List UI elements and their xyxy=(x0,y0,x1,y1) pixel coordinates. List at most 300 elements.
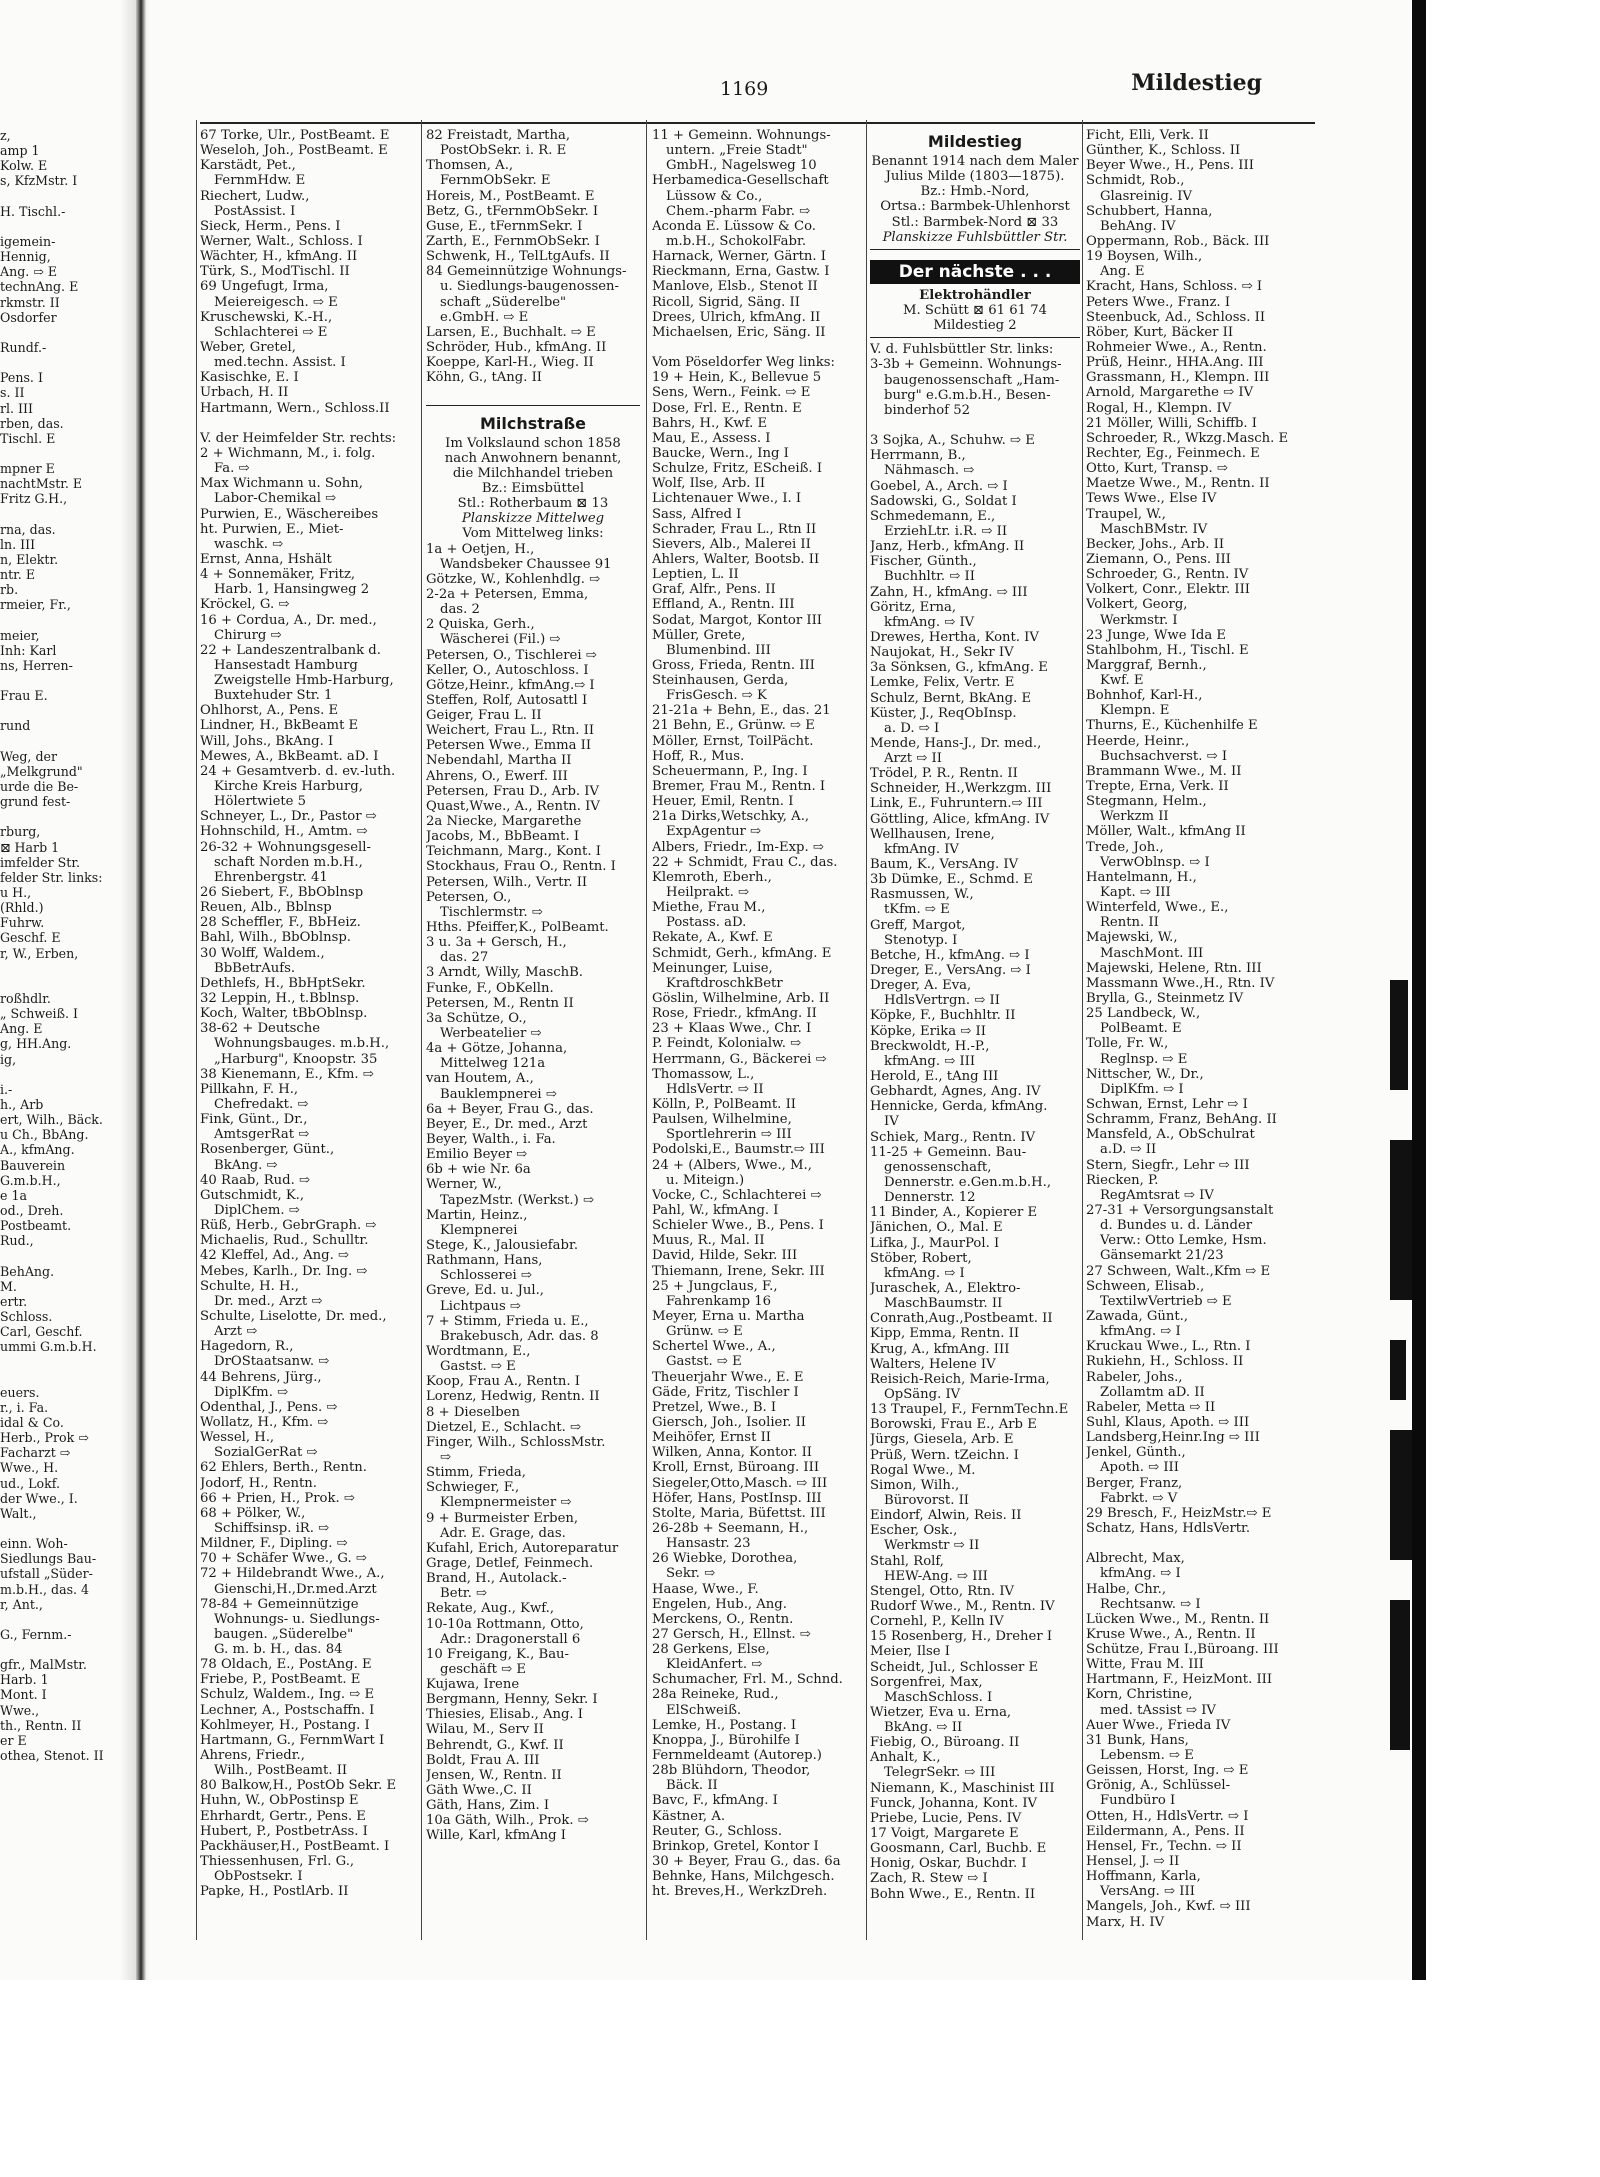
directory-line xyxy=(0,507,134,522)
directory-line: Schmedemann, E., xyxy=(870,508,996,524)
directory-line: Köpke, F., Buchhltr. II xyxy=(870,1008,1016,1024)
directory-line: rb. xyxy=(0,582,19,598)
directory-line: Hths. Pfeiffer,K., PolBeamt. xyxy=(426,920,609,936)
directory-line: Petersen Wwe., Emma II xyxy=(426,738,592,754)
directory-line: Purwien, E., Wäschereibes xyxy=(200,506,379,522)
directory-line: Meihöfer, Ernst II xyxy=(652,1430,771,1446)
directory-line: VerwOblnsp. ⇨ I xyxy=(1100,854,1210,870)
directory-line: Götze,Heinr., kfmAng.⇨ I xyxy=(426,677,595,693)
directory-line: Schumacher, Frl. M., Schnd. xyxy=(652,1672,843,1688)
directory-line: Priebe, Lucie, Pens. IV xyxy=(870,1810,1022,1826)
directory-line: ⇨ xyxy=(440,1449,452,1465)
directory-line: Hennig, xyxy=(0,249,51,265)
column-3 xyxy=(652,128,862,1899)
directory-line: Pillkahn, F. H., xyxy=(200,1081,299,1097)
directory-line: Brakebusch, Adr. das. 8 xyxy=(440,1328,599,1344)
directory-line: Stenotyp. I xyxy=(884,932,958,948)
directory-line: kfmAng. ⇨ I xyxy=(1100,1566,1181,1582)
directory-line: rkmstr. II xyxy=(0,294,60,310)
directory-line: Grage, Detlef, Feinmech. xyxy=(426,1555,594,1571)
directory-line: KleidAnfert. ⇨ xyxy=(666,1657,763,1673)
directory-line: Klemroth, Eberh., xyxy=(652,869,772,885)
directory-line: Urbach, H. II xyxy=(200,385,289,401)
street-info-line: Bz.: Hmb.-Nord, xyxy=(920,184,1030,200)
section-rule xyxy=(426,405,640,410)
directory-line: GmbH., Nagelsweg 10 xyxy=(666,158,817,174)
directory-line: Merckens, O., Rentn. xyxy=(652,1611,794,1627)
directory-line: Koeppe, Karl-H., Wieg. II xyxy=(426,355,594,371)
book-gutter xyxy=(136,0,146,1980)
directory-line: Lechner, A., Postschaffn. I xyxy=(200,1702,375,1718)
directory-line: Stockhaus, Frau O., Rentn. I xyxy=(426,859,616,875)
directory-line: ElSchweiß. xyxy=(666,1702,742,1718)
directory-line: 26 Wiebke, Dorothea, xyxy=(652,1551,798,1567)
directory-line: 19 + Hein, K., Bellevue 5 xyxy=(652,370,822,386)
directory-line: Arzt ⇨ xyxy=(214,1324,258,1340)
directory-line: Schulze, Fritz, EScheiß. I xyxy=(652,461,823,477)
directory-line: Janz, Herb., kfmAng. II xyxy=(870,539,1025,555)
directory-line: Grünw. ⇨ E xyxy=(666,1324,743,1340)
directory-line: Nebendahl, Martha II xyxy=(426,753,572,769)
directory-line: gfr., MalMstr. xyxy=(0,1657,87,1673)
directory-line xyxy=(870,418,1080,433)
directory-line: Fuhrw. xyxy=(0,915,45,931)
directory-line: e.GmbH. ⇨ E xyxy=(440,309,529,325)
directory-line: Thiesies, Elisab., Ang. I xyxy=(426,1707,584,1723)
directory-line: Max Wichmann u. Sohn, xyxy=(200,476,363,492)
directory-line xyxy=(0,703,134,718)
directory-line: DiplChem. ⇨ xyxy=(214,1202,300,1218)
directory-line: g, HH.Ang. xyxy=(0,1036,72,1052)
directory-line: 15 Rosenberg, H., Dreher I xyxy=(870,1629,1053,1645)
directory-line: Dethlefs, H., BbHptSekr. xyxy=(200,975,366,991)
directory-line: MaschBMstr. IV xyxy=(1100,521,1208,537)
directory-line: Adr.: Dragonerstall 6 xyxy=(440,1631,581,1647)
directory-line: Lebensm. ⇨ E xyxy=(1100,1748,1194,1764)
directory-line: Herbamedica-Gesellschaft xyxy=(652,173,829,189)
directory-line: 2 Quiska, Gerh., xyxy=(426,617,535,633)
directory-line: HdlsVertrgn. ⇨ II xyxy=(884,993,1000,1009)
directory-line: Reisich-Reich, Marie-Irma, xyxy=(870,1371,1050,1387)
directory-line: Kruschewski, K.-H., xyxy=(200,309,333,325)
directory-line: 4 + Sonnemäker, Fritz, xyxy=(200,567,356,583)
directory-line: geschäft ⇨ E xyxy=(440,1661,526,1677)
directory-line: 3 u. 3a + Gersch, H., xyxy=(426,935,567,951)
directory-line: Michaelis, Rud., Schulltr. xyxy=(200,1233,369,1249)
directory-line: Borowski, Frau E., Arb E xyxy=(870,1417,1037,1433)
directory-line: d. Bundes u. d. Länder xyxy=(1100,1218,1253,1234)
directory-line: a.D. ⇨ II xyxy=(1100,1142,1157,1158)
directory-line: Mende, Hans-J., Dr. med., xyxy=(870,735,1042,751)
directory-line: 84 Gemeinnützige Wohnungs- xyxy=(426,264,627,280)
directory-line: Tischl. E xyxy=(0,430,56,446)
directory-line: Stimm, Frieda, xyxy=(426,1465,526,1481)
directory-line: Rud., xyxy=(0,1233,34,1249)
directory-line: Theuerjahr Wwe., E. E xyxy=(652,1369,804,1385)
directory-line: Halbe, Chr., xyxy=(1086,1581,1167,1597)
directory-line: Hennicke, Gerda, kfmAng. xyxy=(870,1099,1048,1115)
directory-line: Fritz G.H., xyxy=(0,491,68,507)
directory-line: Küster, J., ReqObInsp. xyxy=(870,705,1017,721)
directory-line: Rechtsanw. ⇨ I xyxy=(1100,1596,1201,1612)
directory-line: H. Tischl.- xyxy=(0,203,66,219)
directory-line: Majewski, W., xyxy=(1086,930,1178,946)
directory-line: Albrecht, Max, xyxy=(1086,1551,1185,1567)
directory-line: Kästner, A. xyxy=(652,1808,726,1824)
street-info-line: Planskizze Mittelweg xyxy=(461,511,605,527)
directory-line: Rabeler, Metta ⇨ II xyxy=(1086,1399,1216,1415)
directory-line: 21-21a + Behn, E., das. 21 xyxy=(652,703,831,719)
directory-line: Mau, E., Assess. I xyxy=(652,430,771,446)
directory-line: Koch, Walter, tBbOblnsp. xyxy=(200,1006,368,1022)
directory-line: Stolte, Maria, Büfettst. III xyxy=(652,1505,826,1521)
directory-line: Baucke, Wern., Ing I xyxy=(652,445,789,461)
directory-line: schaft „Süderelbe" xyxy=(440,294,567,310)
directory-line: Wolf, Ilse, Arb. II xyxy=(652,476,766,492)
directory-line: Schmidt, Gerh., kfmAng. E xyxy=(652,945,832,961)
directory-line xyxy=(0,219,134,234)
directory-line: th., Rentn. II xyxy=(0,1717,82,1733)
directory-line: Thomassow, L., xyxy=(652,1066,755,1082)
directory-line: Ahrens, O., Ewerf. III xyxy=(426,768,568,784)
directory-line: MaschBaumstr. II xyxy=(884,1296,1003,1312)
directory-line: Herb., Prok ⇨ xyxy=(0,1430,89,1446)
directory-line: Vom Pöseldorfer Weg links: xyxy=(652,355,835,371)
directory-line: Rohmeier Wwe., A., Rentn. xyxy=(1086,339,1267,355)
directory-line: Geiger, Frau L. II xyxy=(426,708,542,724)
directory-line: Gutschmidt, K., xyxy=(200,1187,305,1203)
directory-line: Beyer, Walth., i. Fa. xyxy=(426,1132,556,1147)
directory-line: FrisGesch. ⇨ K xyxy=(666,688,767,704)
directory-line: 44 Behrens, Jürg., xyxy=(200,1369,322,1385)
street-info-line: Stl.: Rotherbaum ⊠ 13 xyxy=(457,496,609,512)
directory-line: Graf, Alfr., Pens. II xyxy=(652,582,776,598)
directory-line: Haase, Wwe., F. xyxy=(652,1581,759,1597)
directory-line: rna, das. xyxy=(0,521,56,537)
directory-line: Harnack, Werner, Gärtn. I xyxy=(652,249,826,265)
directory-line: r, W., Erben, xyxy=(0,945,79,961)
directory-line: Finger, Wilh., SchlossMstr. xyxy=(426,1434,606,1450)
directory-line: Odenthal, J., Pens. ⇨ xyxy=(200,1399,338,1415)
directory-line: Sekr. ⇨ xyxy=(666,1566,716,1582)
directory-line: Winterfeld, Wwe., E., xyxy=(1086,900,1229,916)
directory-line: G.m.b.H., xyxy=(0,1172,61,1188)
directory-line: „Harburg", Knoopstr. 35 xyxy=(214,1051,378,1067)
directory-line: 30 + Beyer, Frau G., das. 6a xyxy=(652,1854,841,1870)
directory-line: Weber, Gretel, xyxy=(200,339,296,355)
directory-line: Krug, A., kfmAng. III xyxy=(870,1341,1010,1357)
directory-line: ntr. E xyxy=(0,567,36,583)
directory-line: Pahl, W., kfmAng. I xyxy=(652,1202,779,1218)
directory-line: a. D. ⇨ I xyxy=(884,720,940,736)
directory-line: Jacobs, M., BbBeamt. I xyxy=(426,829,580,845)
directory-line: OpSäng. IV xyxy=(884,1386,961,1402)
directory-line: Werkzm II xyxy=(1100,809,1169,825)
directory-line: Weg, der xyxy=(0,748,57,764)
directory-line: Greve, Ed. u. Jul., xyxy=(426,1283,544,1299)
directory-line: kfmAng. ⇨ III xyxy=(884,1053,976,1069)
directory-line: mpner E xyxy=(0,461,55,477)
directory-line: 3 Sojka, A., Schuhw. ⇨ E xyxy=(870,433,1035,449)
directory-line: Werkmstr. I xyxy=(1100,612,1178,628)
directory-line: 21 Möller, Willi, Schiffb. I xyxy=(1086,415,1258,431)
directory-line: kfmAng. IV xyxy=(884,841,959,857)
directory-line: ⊠ Harb 1 xyxy=(0,839,60,855)
directory-line: idal & Co. xyxy=(0,1414,64,1430)
directory-line: Rabeler, Johs., xyxy=(1086,1369,1183,1385)
directory-line: Gäth, Hans, Zim. I xyxy=(426,1798,550,1814)
directory-line: Mittelweg 121a xyxy=(440,1056,546,1072)
directory-line: Friebe, P., PostBeamt. E xyxy=(200,1672,361,1688)
directory-line: 26-32 + Wohnungsgesell- xyxy=(200,839,371,855)
directory-line: Ang. E xyxy=(1100,264,1145,280)
directory-line: Geschf. E xyxy=(0,930,61,946)
directory-line: Drewes, Hertha, Kont. IV xyxy=(870,629,1039,645)
directory-line: Hartmann, F., HeizMont. III xyxy=(1086,1672,1273,1688)
directory-line: Schrader, Frau L., Rtn II xyxy=(652,521,817,537)
directory-line: 21 Behn, E., Grünw. ⇨ E xyxy=(652,718,815,734)
column-5 xyxy=(1086,128,1308,1930)
directory-line: Buchsachverst. ⇨ I xyxy=(1100,748,1228,764)
directory-line: BbBetrAufs. xyxy=(214,960,296,976)
directory-line: Bauverein xyxy=(0,1157,66,1173)
directory-line: Verw.: Otto Lemke, Hsm. xyxy=(1100,1233,1267,1249)
directory-line: Ficht, Elli, Verk. II xyxy=(1086,128,1209,143)
directory-line: i.- xyxy=(0,1081,13,1097)
directory-line: 29 Bresch, F., HeizMstr.⇨ E xyxy=(1086,1505,1272,1521)
directory-line: Köhn, G., tAng. II xyxy=(426,370,543,386)
directory-line: Reglnsp. ⇨ E xyxy=(1100,1051,1188,1067)
directory-line: Hansastr. 23 xyxy=(666,1536,751,1552)
directory-line: Grönig, A., Schlüssel- xyxy=(1086,1778,1231,1794)
directory-line: Walters, Helene IV xyxy=(870,1356,996,1372)
directory-line: Rudorf Wwe., M., Rentn. IV xyxy=(870,1598,1055,1614)
directory-line: Arzt ⇨ II xyxy=(884,751,942,767)
directory-line: Kapt. ⇨ III xyxy=(1100,885,1171,901)
directory-line: binderhof 52 xyxy=(884,402,970,418)
directory-line: Steffen, Rolf, Autosattl I xyxy=(426,692,588,708)
street-heading: Mildestieg xyxy=(927,132,1023,151)
directory-line xyxy=(0,355,134,370)
directory-line: A., kfmAng. xyxy=(0,1142,75,1158)
directory-line: Leptien, L. II xyxy=(652,567,739,583)
directory-line: Link, E., Fuhruntern.⇨ III xyxy=(870,796,1043,812)
directory-line: Stahl, Rolf, xyxy=(870,1553,944,1569)
directory-line: Kölln, P., PolBeamt. II xyxy=(652,1097,796,1112)
directory-line: Marx, H. IV xyxy=(1086,1914,1165,1930)
directory-line: Horeis, M., PostBeamt. E xyxy=(426,188,595,204)
directory-line: Oppermann, Rob., Bäck. III xyxy=(1086,233,1270,249)
directory-line: Suhl, Klaus, Apoth. ⇨ III xyxy=(1086,1414,1250,1430)
directory-line: Mebes, Karlh., Dr. Ing. ⇨ xyxy=(200,1263,368,1279)
directory-line: Fiebig, O., Büroang. II xyxy=(870,1735,1020,1751)
directory-line: Buchhltr. ⇨ II xyxy=(884,569,975,585)
directory-line: Zach, R. Stew ⇨ I xyxy=(870,1871,988,1887)
directory-line: PostAssist. I xyxy=(214,203,296,219)
column-divider xyxy=(1082,120,1083,1940)
directory-line: Wille, Karl, kfmAng I xyxy=(426,1828,567,1844)
directory-line: Hubert, P., PostbetrAss. I xyxy=(200,1823,368,1839)
directory-line: Müller, Grete, xyxy=(652,627,746,643)
directory-line: Behrendt, G., Kwf. II xyxy=(426,1737,564,1753)
directory-line: r, Ant., xyxy=(0,1596,43,1612)
directory-line: Lücken Wwe., M., Rentn. II xyxy=(1086,1611,1270,1627)
directory-line: Bohn Wwe., E., Rentn. II xyxy=(870,1886,1036,1902)
directory-line: Marggraf, Bernh., xyxy=(1086,657,1207,673)
directory-line: 28b Blühdorn, Theodor, xyxy=(652,1763,811,1779)
directory-line: 16 + Cordua, A., Dr. med., xyxy=(200,612,377,628)
directory-line: Ang. ⇨ E xyxy=(0,264,58,280)
directory-line xyxy=(0,613,134,628)
directory-line: Juraschek, A., Elektro- xyxy=(870,1280,1021,1296)
directory-line: Trödel, P. R., Rentn. II xyxy=(870,766,1018,782)
directory-line: Schlosserei ⇨ xyxy=(440,1268,532,1284)
page-number: 1169 xyxy=(720,78,769,100)
directory-line: Guse, E., tFernmSekr. I xyxy=(426,218,583,234)
directory-line: 13 Traupel, F., FernmTechn.E xyxy=(870,1402,1069,1418)
directory-line: 30 Wolff, Waldem., xyxy=(200,945,325,961)
directory-line: Schiek, Marg., Rentn. IV xyxy=(870,1129,1036,1145)
directory-line xyxy=(0,809,134,824)
directory-line: 40 Raab, Rud. ⇨ xyxy=(200,1172,311,1188)
directory-line: Thurns, E., Küchenhilfe E xyxy=(1086,718,1258,734)
directory-line: 10a Gäth, Wilh., Prok. ⇨ xyxy=(426,1813,589,1829)
directory-line: Lifka, J., MaurPol. I xyxy=(870,1235,1000,1251)
directory-line: Bremer, Frau M., Rentn. I xyxy=(652,779,826,795)
directory-line: Rose, Friedr., kfmAng. II xyxy=(652,1006,817,1022)
directory-line: Schulte, Liselotte, Dr. med., xyxy=(200,1308,387,1324)
directory-line: Petersen, O., xyxy=(426,889,512,905)
directory-line: Klempnermeister ⇨ xyxy=(440,1495,572,1511)
directory-line: burg" e.G.m.b.H., Besen- xyxy=(884,387,1051,403)
directory-line: Wwe., H. xyxy=(0,1460,59,1476)
directory-line: Jenkel, Günth., xyxy=(1086,1445,1186,1461)
directory-line: Sodat, Margot, Kontor III xyxy=(652,612,822,628)
directory-line: Gastst. ⇨ E xyxy=(440,1359,516,1375)
directory-line: 10-10a Rottmann, Otto, xyxy=(426,1616,584,1632)
directory-line: Herrmann, G., Bäckerei ⇨ xyxy=(652,1051,827,1067)
directory-line: m.b.H., das. 4 xyxy=(0,1581,90,1597)
directory-line: Fink, Günt., Dr., xyxy=(200,1112,308,1128)
directory-line: Jodorf, H., Rentn. xyxy=(200,1475,317,1491)
directory-line: DiplKfm. ⇨ xyxy=(214,1384,289,1400)
directory-line: Fundbüro I xyxy=(1100,1793,1176,1809)
directory-line: Thiemann, Irene, Sekr. III xyxy=(652,1263,825,1279)
directory-line: TapezMstr. (Werkst.) ⇨ xyxy=(440,1192,595,1208)
directory-line xyxy=(0,1354,134,1369)
directory-line: u. Miteign.) xyxy=(666,1172,745,1188)
street-info-line: Bz.: Eimsbüttel xyxy=(481,480,585,496)
directory-line: Maetze Wwe., M., Rentn. II xyxy=(1086,476,1270,492)
directory-line: Ehrhardt, Gertr., Pens. E xyxy=(200,1808,366,1824)
directory-line: Wessel, H., xyxy=(200,1430,275,1446)
directory-line: Niemann, K., Maschinist III xyxy=(870,1780,1055,1796)
directory-line: Otto, Kurt, Transp. ⇨ xyxy=(1086,461,1228,477)
directory-line: Lichtpaus ⇨ xyxy=(440,1298,521,1314)
directory-line: Kohlmeyer, H., Postang. I xyxy=(200,1717,370,1733)
directory-line: Herrmann, B., xyxy=(870,448,966,464)
directory-line: Beyer Wwe., H., Pens. III xyxy=(1086,158,1254,174)
directory-line: Heilprakt. ⇨ xyxy=(666,885,750,901)
directory-line: Kufahl, Erich, Autoreparatur xyxy=(426,1540,619,1556)
directory-line: 2a Niecke, Margarethe xyxy=(426,814,582,830)
directory-line: Schubbert, Hanna, xyxy=(1086,203,1213,219)
directory-line: Dr. med., Arzt ⇨ xyxy=(214,1293,323,1309)
directory-line: Arnold, Margarethe ⇨ IV xyxy=(1086,385,1254,401)
directory-line: Boldt, Frau A. III xyxy=(426,1752,540,1768)
directory-line: technAng. E xyxy=(0,279,79,295)
directory-line: Wächter, H., kfmAng. II xyxy=(200,249,358,265)
directory-line: Conrath,Aug.,Postbeamt. II xyxy=(870,1311,1053,1327)
directory-line: MaschMont. III xyxy=(1100,945,1204,961)
directory-line: Rentn. II xyxy=(1100,915,1159,931)
directory-line: Petersen, Frau D., Arb. IV xyxy=(426,783,600,799)
directory-line: Bohnhof, Karl-H., xyxy=(1086,688,1203,704)
directory-line: Götzke, W., Kohlenhdlg. ⇨ xyxy=(426,571,601,587)
directory-line: ummi G.m.b.H. xyxy=(0,1339,97,1355)
directory-line: Rieckmann, Erna, Gastw. I xyxy=(652,264,830,280)
street-info-line: Benannt 1914 nach dem Maler xyxy=(871,154,1079,169)
directory-line: P. Feindt, Kolonialw. ⇨ xyxy=(652,1036,802,1052)
directory-line: med. tAssist ⇨ IV xyxy=(1100,1702,1216,1718)
directory-line: Heuer, Emil, Rentn. I xyxy=(652,794,794,810)
directory-line: Brand, H., Autolack.- xyxy=(426,1571,567,1587)
directory-line: Göslin, Wilhelmine, Arb. II xyxy=(652,991,830,1007)
directory-line: Breckwoldt, H.-P., xyxy=(870,1038,990,1054)
directory-line: Stegmann, Helm., xyxy=(1086,794,1207,810)
directory-line: Teichmann, Marg., Kont. I xyxy=(426,844,601,860)
directory-line: Bahrs, H., Kwf. E xyxy=(652,415,768,431)
directory-line: 78 Oldach, E., PostAng. E xyxy=(200,1657,372,1673)
directory-line: Karstädt, Pet., xyxy=(200,158,296,174)
directory-line: 25 + Jungclaus, F., xyxy=(652,1278,778,1294)
directory-line: kfmAng. ⇨ I xyxy=(1100,1324,1181,1340)
directory-line: Wellhausen, Irene, xyxy=(870,826,995,842)
street-info-line: M. Schütt ⊠ 61 61 74 xyxy=(902,302,1048,318)
directory-line: Traupel, W., xyxy=(1086,506,1166,522)
directory-line: van Houtem, A., xyxy=(426,1071,534,1087)
directory-line: Ahrens, Friedr., xyxy=(200,1748,305,1764)
directory-line: 78-84 + Gemeinnützige xyxy=(200,1596,359,1612)
directory-line: Hoffmann, Karla, xyxy=(1086,1869,1201,1885)
directory-line: Kirche Kreis Harburg, xyxy=(214,779,363,795)
directory-line: Hoff, R., Mus. xyxy=(652,748,745,764)
street-info-line: nach Anwohnern benannt, xyxy=(444,450,622,466)
directory-line: Zahn, H., kfmAng. ⇨ III xyxy=(870,584,1028,600)
directory-line: Larsen, E., Buchhalt. ⇨ E xyxy=(426,324,596,340)
directory-line: 27 Gersch, H., Ellnst. ⇨ xyxy=(652,1626,811,1642)
directory-line: Nittscher, W., Dr., xyxy=(1086,1066,1204,1082)
directory-line: Wandsbeker Chaussee 91 xyxy=(440,556,612,572)
directory-line: Gebhardt, Agnes, Ang. IV xyxy=(870,1084,1041,1100)
directory-line: 4a + Götze, Johanna, xyxy=(426,1041,568,1057)
directory-line: Schloss. xyxy=(0,1308,53,1324)
directory-line: Schröder, Hub., kfmAng. II xyxy=(426,339,607,355)
directory-line: Bahl, Wilh., BbOblnsp. xyxy=(200,930,351,946)
directory-line: rburg, xyxy=(0,824,41,840)
directory-line: 32 Leppin, H., t.Bblnsp. xyxy=(200,991,360,1007)
directory-line: tKfm. ⇨ E xyxy=(884,902,950,918)
directory-line: ExpAgentur ⇨ xyxy=(666,824,762,840)
directory-line: Werbeatelier ⇨ xyxy=(440,1026,542,1042)
directory-line: 72 + Hildebrandt Wwe., A., xyxy=(200,1566,385,1582)
directory-line: Schneyer, L., Dr., Pastor ⇨ xyxy=(200,809,377,825)
directory-line: HEW-Ang. ⇨ III xyxy=(884,1568,988,1584)
directory-line: Mewes, A., BkBeamt. aD. I xyxy=(200,748,379,764)
directory-line: Eildermann, A., Pens. II xyxy=(1086,1823,1245,1839)
directory-line: Hartmann, Wern., Schloss.II xyxy=(200,400,390,416)
directory-line: Paulsen, Wilhelmine, xyxy=(652,1112,792,1128)
